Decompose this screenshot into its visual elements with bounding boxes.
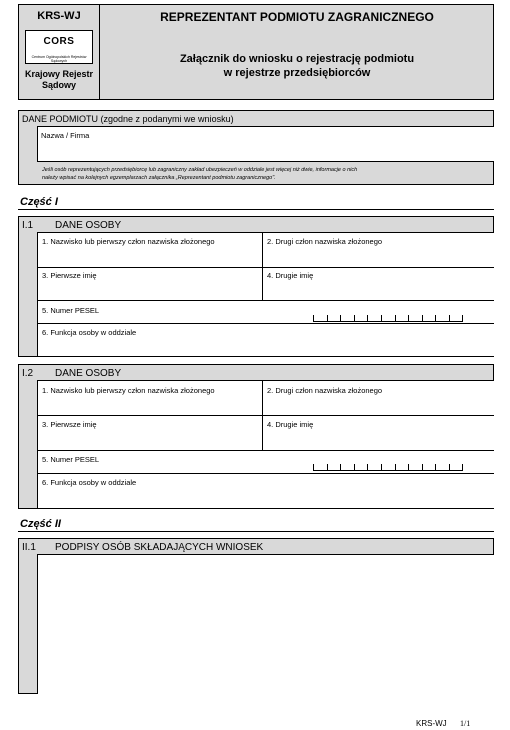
person-2-title: DANE OSOBY xyxy=(55,368,122,379)
person-1-function-label: 6. Funkcja osoby w oddziale xyxy=(42,328,137,337)
person-1-surname-label: 1. Nazwisko lub pierwszy człon nazwiska złożonego xyxy=(42,237,215,246)
entity-note-line1: Jeśli osób reprezentujących przedsiębiorcę lub zagraniczny zakład ubezpieczeń w oddziale jest więcej niż dwie, informacje o nich xyxy=(42,167,358,173)
person-2-pesel-label: 5. Numer PESEL xyxy=(42,455,100,464)
footer-page-number: 1/1 xyxy=(460,719,471,728)
person-2-function-label: 6. Funkcja osoby w oddziale xyxy=(42,478,137,487)
person-2-number: I.2 xyxy=(22,368,34,379)
registry-name-line1: Krajowy Rejestr xyxy=(24,69,94,79)
footer-form-code: KRS-WJ xyxy=(416,719,447,728)
person-1-second-surname-label: 2. Drugi człon nazwiska złożonego xyxy=(267,237,383,246)
part-2-title: Część II xyxy=(20,518,61,530)
entity-section-title: DANE PODMIOTU (zgodne z podanymi we wniosku) xyxy=(22,114,234,124)
signatures-field[interactable] xyxy=(37,554,494,694)
entity-note xyxy=(42,166,357,182)
logo-caption: Centrum Ogólnopolskich Rejestrów Sądowych xyxy=(31,55,87,63)
part-2-rule xyxy=(18,531,494,532)
entity-name-label: Nazwa / Firma xyxy=(41,131,90,140)
person-2-pesel-boxes[interactable] xyxy=(313,465,463,471)
person-2-second-surname-label: 2. Drugi człon nazwiska złożonego xyxy=(267,386,383,395)
form-subtitle xyxy=(100,52,494,80)
form-subtitle-line1: Załącznik do wniosku o rejestrację podmiotu xyxy=(179,53,415,65)
person-2-first-name-label: 3. Pierwsze imię xyxy=(42,420,97,429)
person-1-second-name-label: 4. Drugie imię xyxy=(267,271,314,280)
person-2-second-name-label: 4. Drugie imię xyxy=(267,420,314,429)
signatures-title: PODPISY OSÓB SKŁADAJĄCYCH WNIOSEK xyxy=(55,542,264,553)
person-1-number: I.1 xyxy=(22,220,34,231)
person-1-pesel-label: 5. Numer PESEL xyxy=(42,306,100,315)
registry-name xyxy=(18,69,100,91)
cors-logo: CORS xyxy=(43,36,75,47)
person-1-title: DANE OSOBY xyxy=(55,220,122,231)
registry-name-line2: Sądowy xyxy=(41,80,76,90)
signatures-number: II.1 xyxy=(22,542,36,553)
part-1-rule xyxy=(18,209,494,210)
entity-note-line2: należy wpisać na kolejnych egzemplarzach załącznika „Reprezentant podmiotu zagranicznego". xyxy=(42,175,276,181)
person-2-surname-label: 1. Nazwisko lub pierwszy człon nazwiska złożonego xyxy=(42,386,215,395)
person-1-pesel-boxes[interactable] xyxy=(313,316,463,322)
form-code: KRS-WJ xyxy=(37,10,81,22)
form-title: REPREZENTANT PODMIOTU ZAGRANICZNEGO xyxy=(160,10,434,24)
part-1-title: Część I xyxy=(20,196,58,208)
logo-box xyxy=(25,30,93,64)
person-1-first-name-label: 3. Pierwsze imię xyxy=(42,271,97,280)
form-subtitle-line2: w rejestrze przedsiębiorców xyxy=(223,67,371,79)
entity-name-field[interactable] xyxy=(37,126,494,162)
